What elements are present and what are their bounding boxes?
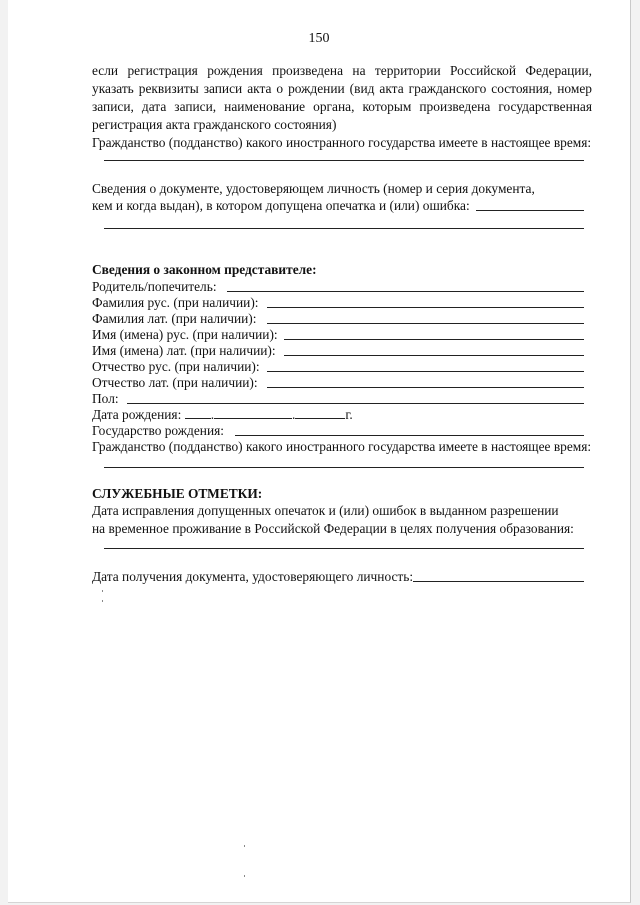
birth-date-label: Дата рождения:	[92, 407, 182, 422]
representative-citizenship-field[interactable]	[104, 467, 584, 468]
date-separator: .	[292, 407, 296, 422]
document-info-field-inline[interactable]	[476, 210, 584, 211]
document-receipt-date-field[interactable]	[413, 581, 584, 582]
birth-day-field[interactable]	[185, 407, 211, 419]
form-page	[8, 0, 631, 903]
patronymic-rus-label: Отчество рус. (при наличии):	[92, 359, 260, 374]
sex-field[interactable]	[127, 403, 584, 404]
applicant-citizenship-label: Гражданство (подданство) какого иностранного государства имеете в настоящее время:	[92, 135, 592, 150]
correction-date-field[interactable]	[104, 548, 584, 549]
parent-guardian-field[interactable]	[227, 291, 584, 292]
applicant-citizenship-field[interactable]	[104, 160, 584, 161]
birth-country-field[interactable]	[235, 435, 584, 436]
surname-lat-label: Фамилия лат. (при наличии):	[92, 311, 257, 326]
page-number: 150	[308, 31, 330, 46]
birth-date-row	[92, 407, 353, 423]
scan-speck	[244, 845, 245, 847]
document-info-field[interactable]	[104, 228, 584, 229]
patronymic-lat-field[interactable]	[267, 387, 584, 388]
surname-rus-field[interactable]	[267, 307, 584, 308]
birth-month-field[interactable]	[214, 407, 292, 419]
date-separator: .	[210, 407, 215, 422]
birth-registration-instructions: если регистрация рождения произведена на территории Российской Федерации, указать реквизиты записи акта о рождении (вид акта гражданского состояния, номер записи, дата записи, наименование органа, которым произведена государственная регистрация акта гражданского состояния)	[92, 63, 592, 132]
birth-country-label: Государство рождения:	[92, 423, 225, 438]
name-lat-field[interactable]	[284, 355, 584, 356]
surname-rus-label: Фамилия рус. (при наличии):	[92, 295, 259, 310]
surname-lat-field[interactable]	[267, 323, 584, 324]
patronymic-rus-field[interactable]	[267, 371, 584, 372]
scan-speck	[244, 875, 245, 877]
document-info-label-line1: Сведения о документе, удостоверяющем личность (номер и серия документа,	[92, 181, 535, 196]
scan-speck	[102, 600, 103, 602]
document-info-label-line2: кем и когда выдан), в котором допущена опечатка и (или) ошибка:	[92, 198, 470, 213]
name-rus-label: Имя (имена) рус. (при наличии):	[92, 327, 278, 342]
correction-date-label-line2: на временное проживание в Российской Федерации в целях получения образования:	[92, 521, 574, 536]
year-suffix: г.	[345, 407, 353, 422]
parent-guardian-label: Родитель/попечитель:	[92, 279, 217, 294]
representative-citizenship-label: Гражданство (подданство) какого иностранного государства имеете в настоящее время:	[92, 439, 592, 454]
birth-year-field[interactable]	[295, 407, 345, 419]
legal-representative-heading: Сведения о законном представителе:	[92, 262, 317, 277]
correction-date-label-line1: Дата исправления допущенных опечаток и (или) ошибок в выданном разрешении	[92, 503, 559, 518]
name-rus-field[interactable]	[284, 339, 584, 340]
sex-label: Пол:	[92, 391, 119, 406]
document-receipt-label: Дата получения документа, удостоверяющего личность:	[92, 569, 414, 584]
name-lat-label: Имя (имена) лат. (при наличии):	[92, 343, 276, 358]
patronymic-lat-label: Отчество лат. (при наличии):	[92, 375, 258, 390]
service-notes-heading: СЛУЖЕБНЫЕ ОТМЕТКИ:	[92, 486, 263, 501]
scan-speck	[102, 590, 103, 592]
